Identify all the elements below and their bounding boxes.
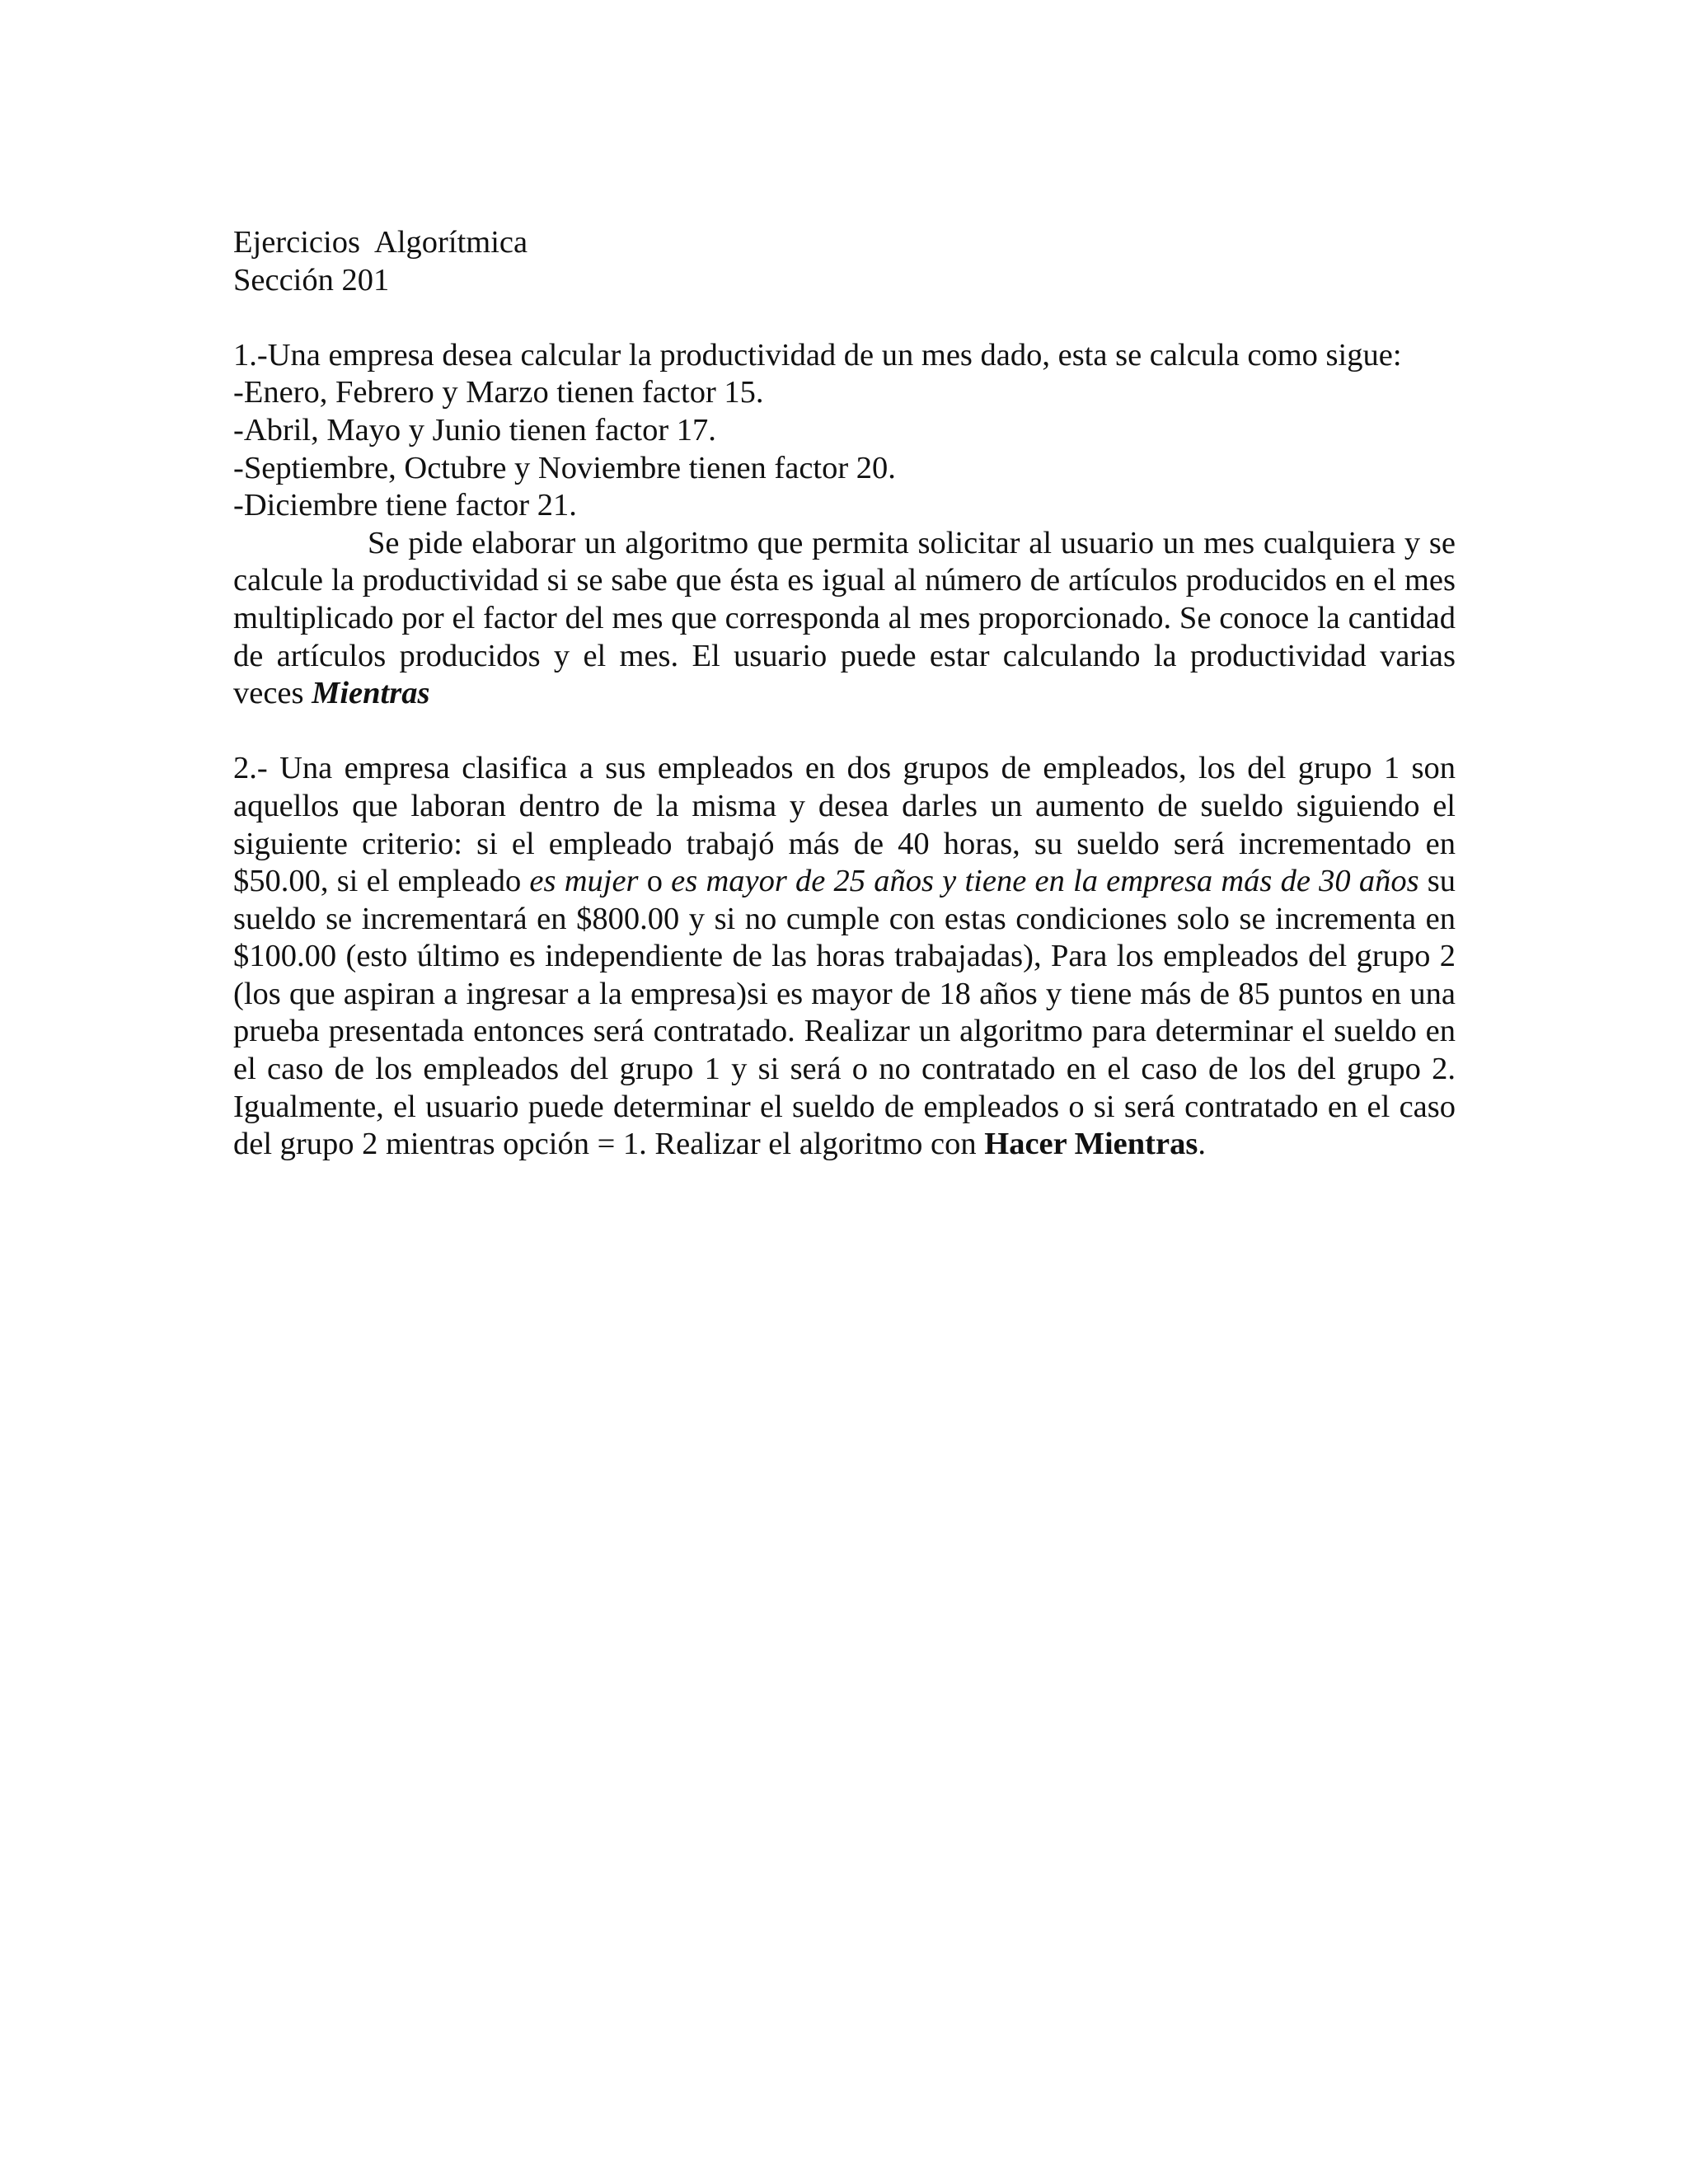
exercise-1-item: -Enero, Febrero y Marzo tienen factor 15. xyxy=(233,375,764,410)
exercise-1-emphasis: Mientras xyxy=(312,676,430,711)
section-label: Sección 201 xyxy=(233,262,390,298)
exercise-1-item: -Abril, Mayo y Junio tienen factor 17. xyxy=(233,412,716,448)
spacer xyxy=(233,713,1456,751)
exercise-2-text-3: su sueldo se incrementará en $800.00 y si no cumple con estas condiciones solo se incrementa en $100.00 (esto último es independiente de las horas trabajadas), Para los empleados del grupo 2 (los que aspiran a ingresar a la empresa)si es mayor de 18 años y tiene más de 85 puntos en una prueba presentada entonces será contratado. Realizar un algoritmo para determinar el sueldo en el caso de los empleados del grupo 1 y si será o no contratado en el caso de los del grupo 2. Igualmente, el usuario puede determinar el sueldo de empleados o si será contratado en el caso del grupo 2 mientras opción = 1. Realizar el algoritmo con xyxy=(233,864,1456,1162)
exercise-1-intro: 1.-Una empresa desea calcular la productividad de un mes dado, esta se calcula como sigue: xyxy=(233,337,1402,373)
document-page xyxy=(233,224,1456,1164)
exercise-1-body xyxy=(233,525,1456,713)
exercise-2-italic-1: es mujer xyxy=(529,864,639,899)
document-title: Ejercicios Algorítmica xyxy=(233,225,528,260)
exercise-1 xyxy=(233,337,1456,713)
exercise-2 xyxy=(233,750,1456,1164)
exercise-2-italic-2: es mayor de 25 años y tiene en la empresa más de 30 años xyxy=(671,864,1419,899)
spacer xyxy=(233,299,1456,337)
exercise-2-bold: Hacer Mientras xyxy=(984,1127,1198,1162)
exercise-1-body-text: Se pide elaborar un algoritmo que permita solicitar al usuario un mes cualquiera y se calcule la productividad si se sabe que ésta es igual al número de artículos producidos en el mes multiplicado por el factor del mes que corresponda al mes proporcionado. Se conoce la cantidad de artículos producidos y el mes. El usuario puede estar calculando la productividad varias veces xyxy=(233,525,1456,711)
exercise-1-item: -Diciembre tiene factor 21. xyxy=(233,488,577,523)
exercise-1-item: -Septiembre, Octubre y Noviembre tienen factor 20. xyxy=(233,450,896,485)
exercise-2-end: . xyxy=(1198,1127,1206,1162)
exercise-2-text-1: 2.- Una empresa clasifica a sus empleados en dos grupos de empleados, los del grupo 1 son aquellos que laboran dentro de la misma y desea darles un aumento de sueldo siguiendo el siguiente criterio: si el empleado trabajó más de 40 horas, su sueldo será incrementado en $50.00, si el empleado xyxy=(233,751,1456,899)
exercise-2-text-2: o xyxy=(638,864,672,899)
